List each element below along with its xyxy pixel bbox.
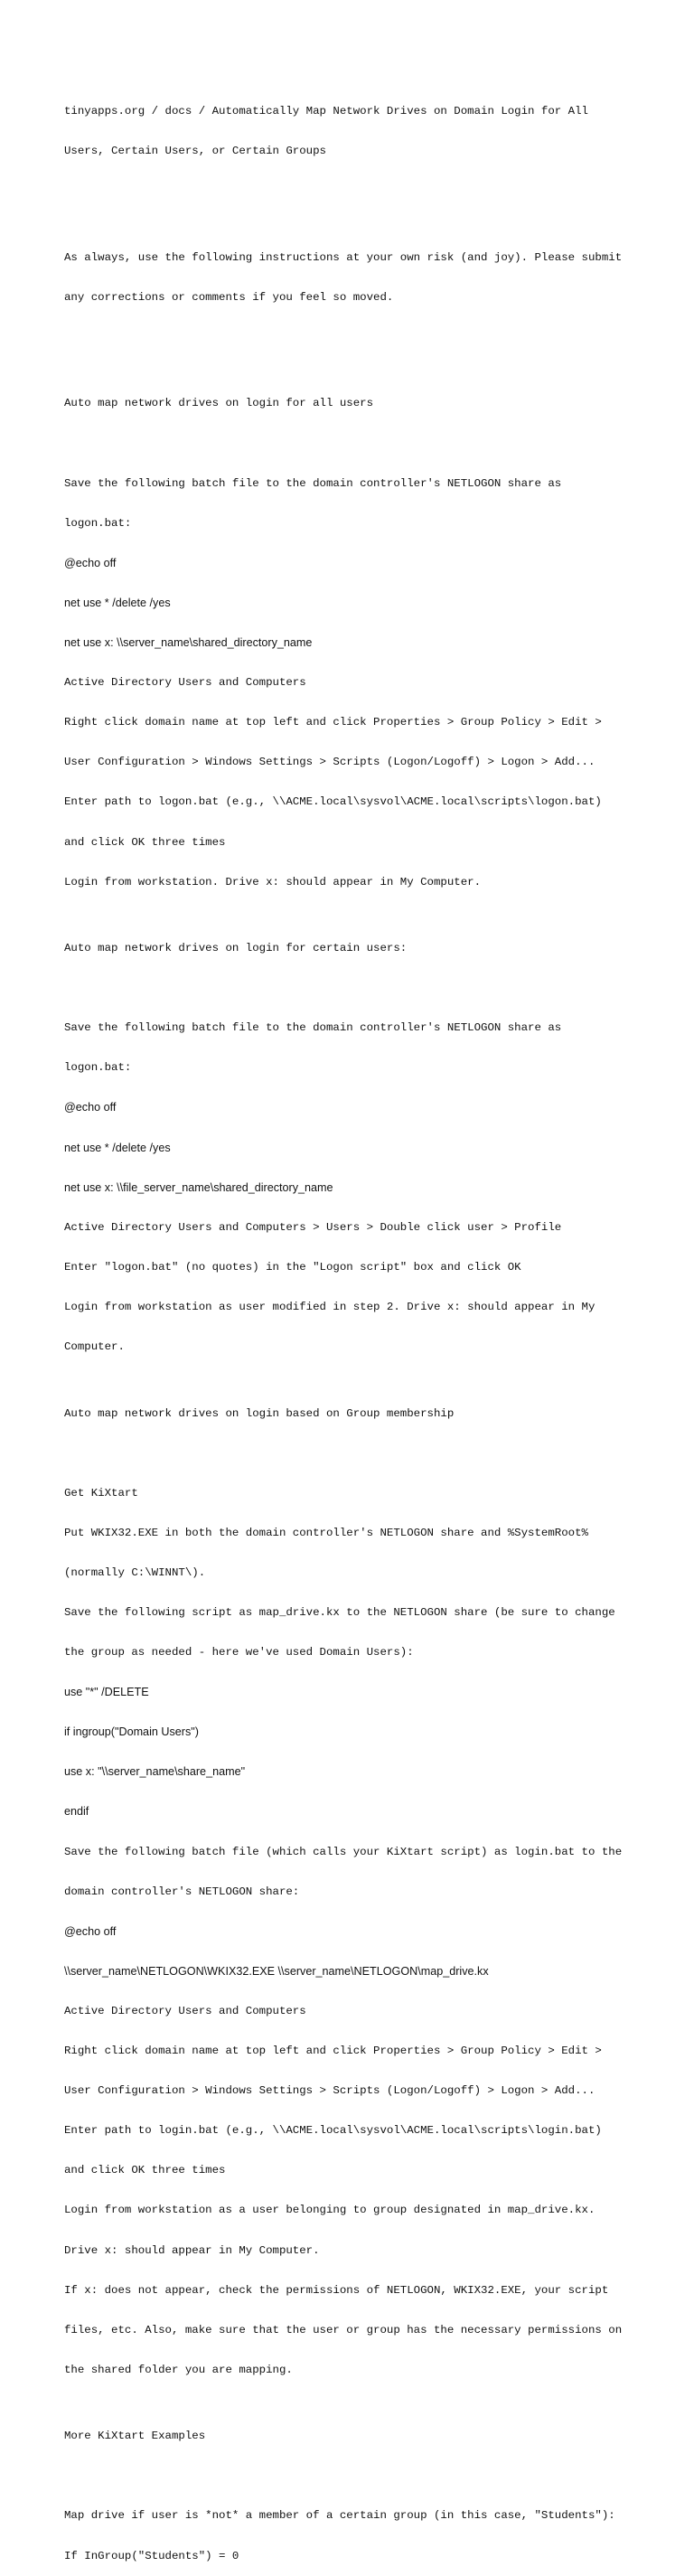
section-heading: More KiXtart Examples xyxy=(64,2430,206,2443)
code-line: @echo off xyxy=(64,556,117,569)
section-text: If InGroup("Students") = 0 xyxy=(64,2549,239,2562)
section-text: Save the following batch file to the domain controller's NETLOGON share as xyxy=(64,1021,562,1035)
section-text: Put WKIX32.EXE in both the domain controller's NETLOGON share and %SystemRoot% xyxy=(64,1526,588,1539)
section-heading: Auto map network drives on login for all users xyxy=(64,397,374,410)
step-line: User Configuration > Windows Settings > Scripts (Logon/Logoff) > Logon > Add... xyxy=(64,756,596,769)
step-line: Active Directory Users and Computers xyxy=(64,676,306,690)
step-line: the shared folder you are mapping. xyxy=(64,2363,293,2376)
section-text: Save the following script as map_drive.kx to the NETLOGON share (be sure to change xyxy=(64,1606,615,1620)
code-line: \\server_name\NETLOGON\WKIX32.EXE \\server_name\NETLOGON\map_drive.kx xyxy=(64,1964,489,1978)
code-line: @echo off xyxy=(64,1101,117,1114)
step-line: Drive x: should appear in My Computer. xyxy=(64,2243,320,2257)
step-line: files, etc. Also, make sure that the user or group has the necessary permissions on xyxy=(64,2323,623,2336)
section-text: (normally C:\WINNT\). xyxy=(64,1565,206,1579)
script-line: use "*" /DELETE xyxy=(64,1686,149,1699)
section-text: logon.bat: xyxy=(64,1061,132,1075)
code-line: net use * /delete /yes xyxy=(64,1141,171,1154)
step-line: Login from workstation as user modified in step 2. Drive x: should appear in My xyxy=(64,1300,596,1313)
breadcrumb-line: tinyapps.org / docs / Automatically Map Network Drives on Domain Login for All xyxy=(64,105,588,118)
step-line: and click OK three times xyxy=(64,835,226,849)
section-text: domain controller's NETLOGON share: xyxy=(64,1885,300,1898)
document xyxy=(64,65,661,2576)
step-line: Enter path to logon.bat (e.g., \\ACME.local\sysvol\ACME.local\scripts\logon.bat) xyxy=(64,795,602,809)
step-line: Login from workstation. Drive x: should appear in My Computer. xyxy=(64,875,482,888)
breadcrumb-line: Users, Certain Users, or Certain Groups xyxy=(64,145,326,158)
step-line: Enter "logon.bat" (no quotes) in the "Logon script" box and click OK xyxy=(64,1260,521,1274)
step-line: and click OK three times xyxy=(64,2164,226,2177)
script-line: use x: "\\server_name\share_name" xyxy=(64,1765,246,1779)
step-line: Right click domain name at top left and click Properties > Group Policy > Edit > xyxy=(64,716,602,729)
code-line: @echo off xyxy=(64,1924,117,1938)
script-line: if ingroup("Domain Users") xyxy=(64,1725,199,1739)
section-text: Save the following batch file (which calls your KiXtart script) as login.bat to the xyxy=(64,1845,623,1858)
script-line: endif xyxy=(64,1805,89,1819)
intro-text: As always, use the following instructions at your own risk (and joy). Please submit xyxy=(64,250,623,264)
code-line: net use x: \\server_name\shared_directory_name xyxy=(64,636,313,650)
code-line: net use x: \\file_server_name\shared_directory_name xyxy=(64,1180,333,1194)
section-text: Save the following batch file to the domain controller's NETLOGON share as xyxy=(64,476,562,490)
section-text: Map drive if user is *not* a member of a certain group (in this case, "Students"): xyxy=(64,2509,615,2523)
section-text: logon.bat: xyxy=(64,516,132,530)
step-line: If x: does not appear, check the permissions of NETLOGON, WKIX32.EXE, your script xyxy=(64,2283,609,2297)
step-line: Enter path to login.bat (e.g., \\ACME.local\sysvol\ACME.local\scripts\login.bat) xyxy=(64,2124,602,2138)
section-heading: Auto map network drives on login for certain users: xyxy=(64,942,408,955)
step-line: User Configuration > Windows Settings > Scripts (Logon/Logoff) > Logon > Add... xyxy=(64,2084,596,2098)
section-text: the group as needed - here we've used Domain Users): xyxy=(64,1646,414,1659)
step-line: Active Directory Users and Computers xyxy=(64,2004,306,2017)
section-heading: Auto map network drives on login based on Group membership xyxy=(64,1406,455,1420)
step-line: Login from workstation as a user belonging to group designated in map_drive.kx. xyxy=(64,2204,596,2217)
section-text: Get KiXtart xyxy=(64,1486,138,1500)
intro-text: any corrections or comments if you feel so moved. xyxy=(64,290,394,304)
step-line: Active Directory Users and Computers > Users > Double click user > Profile xyxy=(64,1220,562,1234)
code-line: net use * /delete /yes xyxy=(64,596,171,609)
step-line: Computer. xyxy=(64,1340,125,1354)
step-line: Right click domain name at top left and click Properties > Group Policy > Edit > xyxy=(64,2045,602,2058)
